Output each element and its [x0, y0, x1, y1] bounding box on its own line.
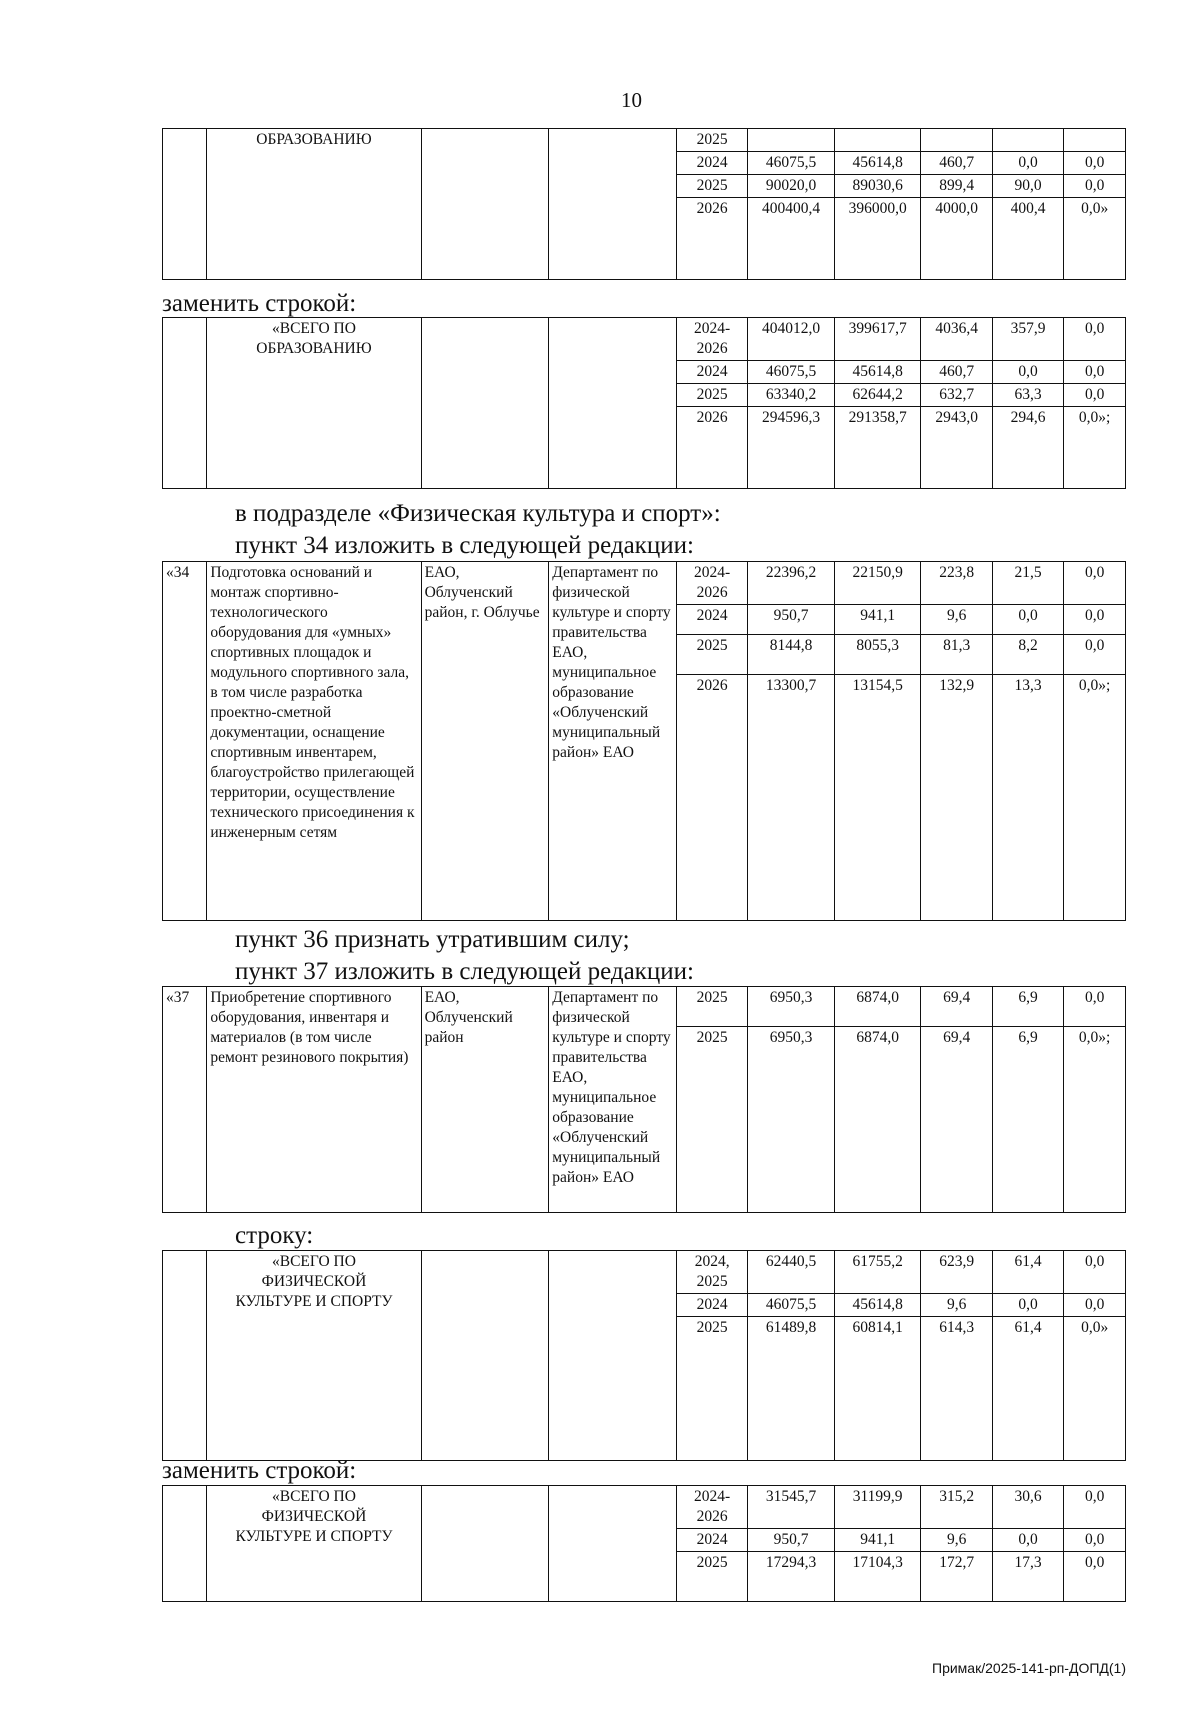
total-name-line: ФИЗИЧЕСКОЙ — [261, 1273, 367, 1290]
table-item-34 — [162, 561, 1126, 921]
value-cell: 0,0 — [992, 1294, 1063, 1317]
value-cell: 17294,3 — [748, 1552, 835, 1602]
name-cell — [207, 318, 421, 489]
value-cell: 4036,4 — [921, 318, 992, 361]
value-cell: 460,7 — [921, 361, 992, 384]
instruction-item37: пункт 37 изложить в следующей редакции: — [235, 958, 694, 985]
value-cell: 0,0 — [1064, 562, 1126, 605]
instruction-item34: пункт 34 изложить в следующей редакции: — [235, 532, 694, 559]
year-cell: 2026 — [676, 198, 747, 280]
value-cell: 22396,2 — [748, 562, 835, 605]
value-cell: 0,0 — [1064, 1529, 1126, 1552]
value-cell: 0,0 — [1064, 1294, 1126, 1317]
value-cell: 60814,1 — [834, 1317, 921, 1461]
value-cell: 45614,8 — [834, 361, 921, 384]
value-cell: 31545,7 — [748, 1486, 835, 1529]
value-cell: 132,9 — [921, 675, 992, 921]
year-cell: 2025 — [676, 129, 747, 152]
value-cell: 61489,8 — [748, 1317, 835, 1461]
value-cell: 223,8 — [921, 562, 992, 605]
value-cell: 396000,0 — [834, 198, 921, 280]
value-cell: 69,4 — [921, 1027, 992, 1213]
value-cell: 623,9 — [921, 1251, 992, 1294]
exec-cell: Департамент по физической культуре и спорту правительства ЕАО, муниципальное образование «Облученский муниципальный район» ЕАО — [549, 562, 677, 921]
value-cell: 45614,8 — [834, 152, 921, 175]
total-name-line: ФИЗИЧЕСКОЙ — [261, 1508, 367, 1525]
value-cell — [921, 129, 992, 152]
value-cell: 294596,3 — [748, 407, 835, 489]
value-cell: 90020,0 — [748, 175, 835, 198]
value-cell: 0,0 — [1064, 635, 1126, 675]
value-cell: 0,0 — [1064, 1251, 1126, 1294]
value-cell: 0,0 — [1064, 987, 1126, 1027]
value-cell: 172,7 — [921, 1552, 992, 1602]
exec-cell — [549, 318, 677, 489]
name-cell — [207, 1486, 421, 1602]
place-cell — [421, 1251, 549, 1461]
num-cell — [163, 129, 207, 280]
value-cell — [834, 129, 921, 152]
table-sport-total-new — [162, 1485, 1126, 1602]
table-item-37 — [162, 986, 1126, 1213]
year-cell: 2024-2026 — [676, 318, 747, 361]
name-cell: Подготовка оснований и монтаж спортивно-технологического оборудования для «умных» спортивных площадок и модульного спортивного зала, в том числе разработка проектно-сметной документации, оснащение спортивным инвентарем, благоустройство прилегающей территории, осуществление технического присоединения к инженерным сетям — [207, 562, 421, 921]
instruction-line: строку: — [235, 1222, 314, 1249]
total-name-line: «ВСЕГО ПО — [272, 1488, 356, 1505]
value-cell — [1064, 129, 1126, 152]
value-cell: 45614,8 — [834, 1294, 921, 1317]
table-sport-total-old — [162, 1250, 1126, 1461]
value-cell: 941,1 — [834, 1529, 921, 1552]
value-cell: 0,0 — [1064, 175, 1126, 198]
value-cell: 0,0»; — [1064, 675, 1126, 921]
instruction-item36: пункт 36 признать утратившим силу; — [235, 926, 630, 953]
instruction-replace: заменить строкой: — [162, 290, 357, 317]
value-cell: 0,0 — [1064, 605, 1126, 635]
year-cell: 2025 — [676, 987, 747, 1027]
value-cell: 8055,3 — [834, 635, 921, 675]
year-cell: 2025 — [676, 384, 747, 407]
value-cell: 62440,5 — [748, 1251, 835, 1294]
year-cell: 2024 — [676, 1294, 747, 1317]
value-cell: 46075,5 — [748, 361, 835, 384]
value-cell: 460,7 — [921, 152, 992, 175]
value-cell: 6874,0 — [834, 1027, 921, 1213]
num-cell — [163, 318, 207, 489]
value-cell: 9,6 — [921, 605, 992, 635]
place-cell — [421, 129, 549, 280]
exec-cell — [549, 1486, 677, 1602]
total-name-line: «ВСЕГО ПО — [272, 1253, 356, 1270]
value-cell: 0,0 — [1064, 1486, 1126, 1529]
year-cell: 2026 — [676, 407, 747, 489]
value-cell: 30,6 — [992, 1486, 1063, 1529]
exec-cell: Департамент по физической культуре и спорту правительства ЕАО, муниципальное образование «Облученский муниципальный район» ЕАО — [549, 987, 677, 1213]
value-cell: 291358,7 — [834, 407, 921, 489]
year-cell: 2024-2026 — [676, 1486, 747, 1529]
value-cell — [992, 129, 1063, 152]
value-cell: 9,6 — [921, 1529, 992, 1552]
value-cell: 614,3 — [921, 1317, 992, 1461]
value-cell: 31199,9 — [834, 1486, 921, 1529]
year-cell: 2024-2026 — [676, 562, 747, 605]
name-cell — [207, 1251, 421, 1461]
value-cell: 8144,8 — [748, 635, 835, 675]
year-cell: 2024 — [676, 152, 747, 175]
value-cell: 90,0 — [992, 175, 1063, 198]
value-cell: 46075,5 — [748, 152, 835, 175]
value-cell: 315,2 — [921, 1486, 992, 1529]
value-cell: 400400,4 — [748, 198, 835, 280]
value-cell: 61,4 — [992, 1317, 1063, 1461]
year-cell: 2025 — [676, 635, 747, 675]
value-cell: 6,9 — [992, 987, 1063, 1027]
value-cell: 63340,2 — [748, 384, 835, 407]
value-cell: 399617,7 — [834, 318, 921, 361]
value-cell: 400,4 — [992, 198, 1063, 280]
year-cell: 2025 — [676, 1317, 747, 1461]
total-name-line: «ВСЕГО ПО — [272, 320, 356, 337]
table-education-old — [162, 128, 1126, 280]
value-cell: 0,0 — [1064, 152, 1126, 175]
value-cell: 0,0 — [1064, 361, 1126, 384]
total-name: ОБРАЗОВАНИЮ — [256, 131, 372, 148]
value-cell: 69,4 — [921, 987, 992, 1027]
value-cell: 0,0 — [992, 152, 1063, 175]
exec-cell — [549, 1251, 677, 1461]
total-name-line: КУЛЬТУРЕ И СПОРТУ — [235, 1528, 393, 1545]
value-cell: 941,1 — [834, 605, 921, 635]
value-cell: 13,3 — [992, 675, 1063, 921]
value-cell: 13300,7 — [748, 675, 835, 921]
total-name-line: ОБРАЗОВАНИЮ — [256, 340, 372, 357]
year-cell: 2026 — [676, 675, 747, 921]
place-cell: ЕАО, Облученский район — [421, 987, 549, 1213]
document-footer-code: Примак/2025-141-рп-ДОПД(1) — [932, 1660, 1126, 1676]
value-cell: 9,6 — [921, 1294, 992, 1317]
year-cell: 2025 — [676, 175, 747, 198]
year-cell: 2025 — [676, 1552, 747, 1602]
value-cell: 13154,5 — [834, 675, 921, 921]
value-cell: 89030,6 — [834, 175, 921, 198]
value-cell: 0,0» — [1064, 1317, 1126, 1461]
value-cell: 0,0 — [1064, 1552, 1126, 1602]
value-cell: 0,0 — [992, 361, 1063, 384]
value-cell: 0,0 — [1064, 384, 1126, 407]
value-cell: 0,0» — [1064, 198, 1126, 280]
num-cell: «34 — [163, 562, 207, 921]
value-cell: 950,7 — [748, 1529, 835, 1552]
value-cell: 4000,0 — [921, 198, 992, 280]
instruction-subsection: в подразделе «Физическая культура и спорт»: — [235, 500, 721, 527]
num-cell — [163, 1486, 207, 1602]
value-cell: 294,6 — [992, 407, 1063, 489]
value-cell: 0,0 — [992, 605, 1063, 635]
value-cell — [748, 129, 835, 152]
year-cell: 2025 — [676, 1027, 747, 1213]
value-cell: 61755,2 — [834, 1251, 921, 1294]
value-cell: 632,7 — [921, 384, 992, 407]
instruction-replace-2: заменить строкой: — [162, 1457, 357, 1484]
place-cell — [421, 1486, 549, 1602]
value-cell: 46075,5 — [748, 1294, 835, 1317]
value-cell: 21,5 — [992, 562, 1063, 605]
value-cell: 6950,3 — [748, 987, 835, 1027]
value-cell: 17104,3 — [834, 1552, 921, 1602]
value-cell: 6950,3 — [748, 1027, 835, 1213]
name-cell: Приобретение спортивного оборудования, инвентаря и материалов (в том числе ремонт резинового покрытия) — [207, 987, 421, 1213]
place-cell: ЕАО, Облученский район, г. Облучье — [421, 562, 549, 921]
value-cell: 404012,0 — [748, 318, 835, 361]
value-cell: 0,0»; — [1064, 407, 1126, 489]
exec-cell — [549, 129, 677, 280]
value-cell: 2943,0 — [921, 407, 992, 489]
value-cell: 899,4 — [921, 175, 992, 198]
year-cell: 2024 — [676, 605, 747, 635]
value-cell: 17,3 — [992, 1552, 1063, 1602]
value-cell: 0,0»; — [1064, 1027, 1126, 1213]
value-cell: 61,4 — [992, 1251, 1063, 1294]
value-cell: 0,0 — [992, 1529, 1063, 1552]
page-number: 10 — [621, 88, 642, 112]
value-cell: 357,9 — [992, 318, 1063, 361]
value-cell: 22150,9 — [834, 562, 921, 605]
value-cell: 0,0 — [1064, 318, 1126, 361]
value-cell: 63,3 — [992, 384, 1063, 407]
name-cell — [207, 129, 421, 280]
value-cell: 6,9 — [992, 1027, 1063, 1213]
value-cell: 81,3 — [921, 635, 992, 675]
table-education-new — [162, 317, 1126, 489]
year-cell: 2024 — [676, 361, 747, 384]
total-name-line: КУЛЬТУРЕ И СПОРТУ — [235, 1293, 393, 1310]
num-cell: «37 — [163, 987, 207, 1213]
value-cell: 6874,0 — [834, 987, 921, 1027]
value-cell: 950,7 — [748, 605, 835, 635]
year-cell: 2024 — [676, 1529, 747, 1552]
value-cell: 62644,2 — [834, 384, 921, 407]
year-cell: 2024, 2025 — [676, 1251, 747, 1294]
value-cell: 8,2 — [992, 635, 1063, 675]
num-cell — [163, 1251, 207, 1461]
place-cell — [421, 318, 549, 489]
